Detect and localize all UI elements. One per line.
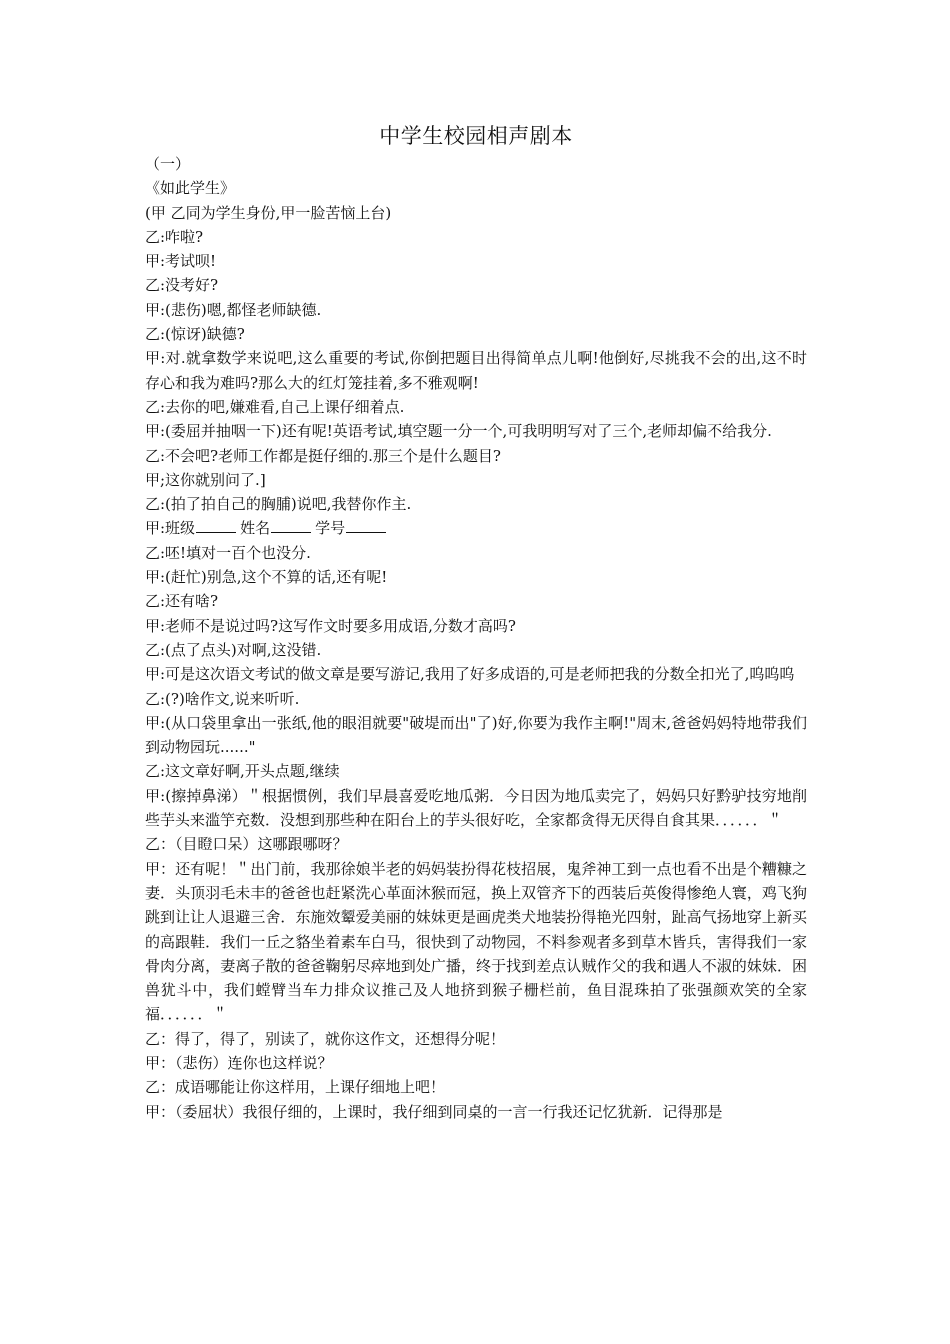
dialogue-line: 甲:对.就拿数学来说吧,这么重要的考试,你倒把题目出得简单点儿啊!他倒好,尽挑我不会的出,这不时存心和我为难吗?那么大的红灯笼挂着,多不雅观啊! [145,349,807,392]
student-id-blank [346,518,386,533]
dialogue-line: 甲:老师不是说过吗?这写作文时要多用成语,分数才高吗? [145,616,516,635]
dialogue-line: 乙:这文章好啊,开头点题,继续 [145,762,340,781]
document-title: 中学生校园相声剧本 [379,124,573,148]
dialogue-line: 甲:考试呗! [145,252,217,271]
dialogue-line: 甲:(从口袋里拿出一张纸,他的眼泪就要"破堤而出"了)好,你要为我作主啊!"周末,爸爸妈妈特地带我们到动物园玩......" [145,713,807,757]
dialogue-line: 甲:(悲伤)嗯,都怪老师缺德. [145,300,322,319]
dialogue-line: 乙：得了，得了，别读了，就你这作文，还想得分呢！ [145,1029,506,1048]
dialogue-line: 乙:咋啦? [145,227,204,246]
dialogue-line: 甲:(委屈并抽咽一下)还有呢!英语考试,填空题一分一个,可我明明写对了三个,老师却偏不给我分. [145,422,772,441]
name-label: 姓名 [240,519,271,538]
dialogue-line: 乙:还有啥? [145,592,219,611]
dialogue-line: 甲：（悲伤）连你也这样说？ [145,1053,333,1072]
dialogue-line: 甲：（委屈状）我很仔细的，上课时，我仔细到同桌的一言一行我还记忆犹新．记得那是 [145,1102,723,1121]
document-page [145,120,807,1124]
dialogue-line: 乙:(拍了拍自己的胸脯)说吧,我替你作主. [145,495,412,514]
dialogue-line: 乙:呸!填对一百个也没分. [145,543,311,562]
blank-fields-line [145,516,807,540]
dialogue-line: 乙:(?)啥作文,说来听听. [145,689,300,708]
section-number: （一） [145,155,191,173]
stage-direction: (甲 乙同为学生身份,甲一脸苦恼上台) [145,203,392,222]
name-blank [271,518,311,533]
dialogue-line: 乙：（目瞪口呆）这哪跟哪呀？ [145,835,348,854]
dialogue-line: 乙:没考好? [145,276,219,295]
dialogue-line: 甲;这你就别问了.] [145,470,266,489]
dialogue-line: 甲:(擦掉鼻涕）＂根据惯例，我们早晨喜爱吃地瓜粥．今日因为地瓜卖完了，妈妈只好黔驴技穷地削些芋头来滥竽充数．没想到那些种在阳台上的芋头很好吃，全家都贪得无厌得自食其果．．．．．．＂ [145,786,807,830]
dialogue-line: 甲:可是这次语文考试的做文章是要写游记,我用了好多成语的,可是老师把我的分数全扣光了,呜呜呜 [145,665,795,684]
dialogue-line: 乙:(点了点头)对啊,这没错. [145,640,322,659]
class-blank [196,518,236,533]
dialogue-line: 甲:(赶忙)别急,这个不算的话,还有呢! [145,568,388,587]
student-id-label: 学号 [315,519,346,538]
dialogue-line: 甲：还有呢！＂出门前，我那徐娘半老的妈妈装扮得花枝招展，鬼斧神工到一点也看不出是个糟糠之妻．头顶羽毛未丰的爸爸也赶紧洗心革面沐猴而冠，换上双管齐下的西装后英俊得惨绝人寰，鸡飞狗跳到让让人退避三舍．东施效颦爱美丽的妹妹更是画虎类犬地装扮得艳光四射，趾高气扬地穿上新买的高跟鞋．我们一丘之貉坐着素车白马，很快到了动物园，不料参观者多到草木皆兵，害得我们一家骨肉分离，妻离子散的爸爸鞠躬尽瘁地到处广播，终于找到差点认贼作父的我和遇人不淑的妹妹．困兽犹斗中，我们螳臂当车力排众议推己及人地挤到猴子栅栏前，鱼目混珠拍了张强颜欢笑的全家福．．．．．．＂ [145,859,807,1024]
dialogue-line: 乙:不会吧?老师工作都是挺仔细的.那三个是什么题目? [145,446,501,465]
blank-line-prefix: 甲:班级 [145,519,196,538]
skit-title: 《如此学生》 [145,179,236,198]
dialogue-line: 乙:(惊讶)缺德? [145,325,245,344]
dialogue-line: 乙：成语哪能让你这样用，上课仔细地上吧！ [145,1078,446,1097]
dialogue-line: 乙:去你的吧,嫌难看,自己上课仔细着点. [145,397,405,416]
